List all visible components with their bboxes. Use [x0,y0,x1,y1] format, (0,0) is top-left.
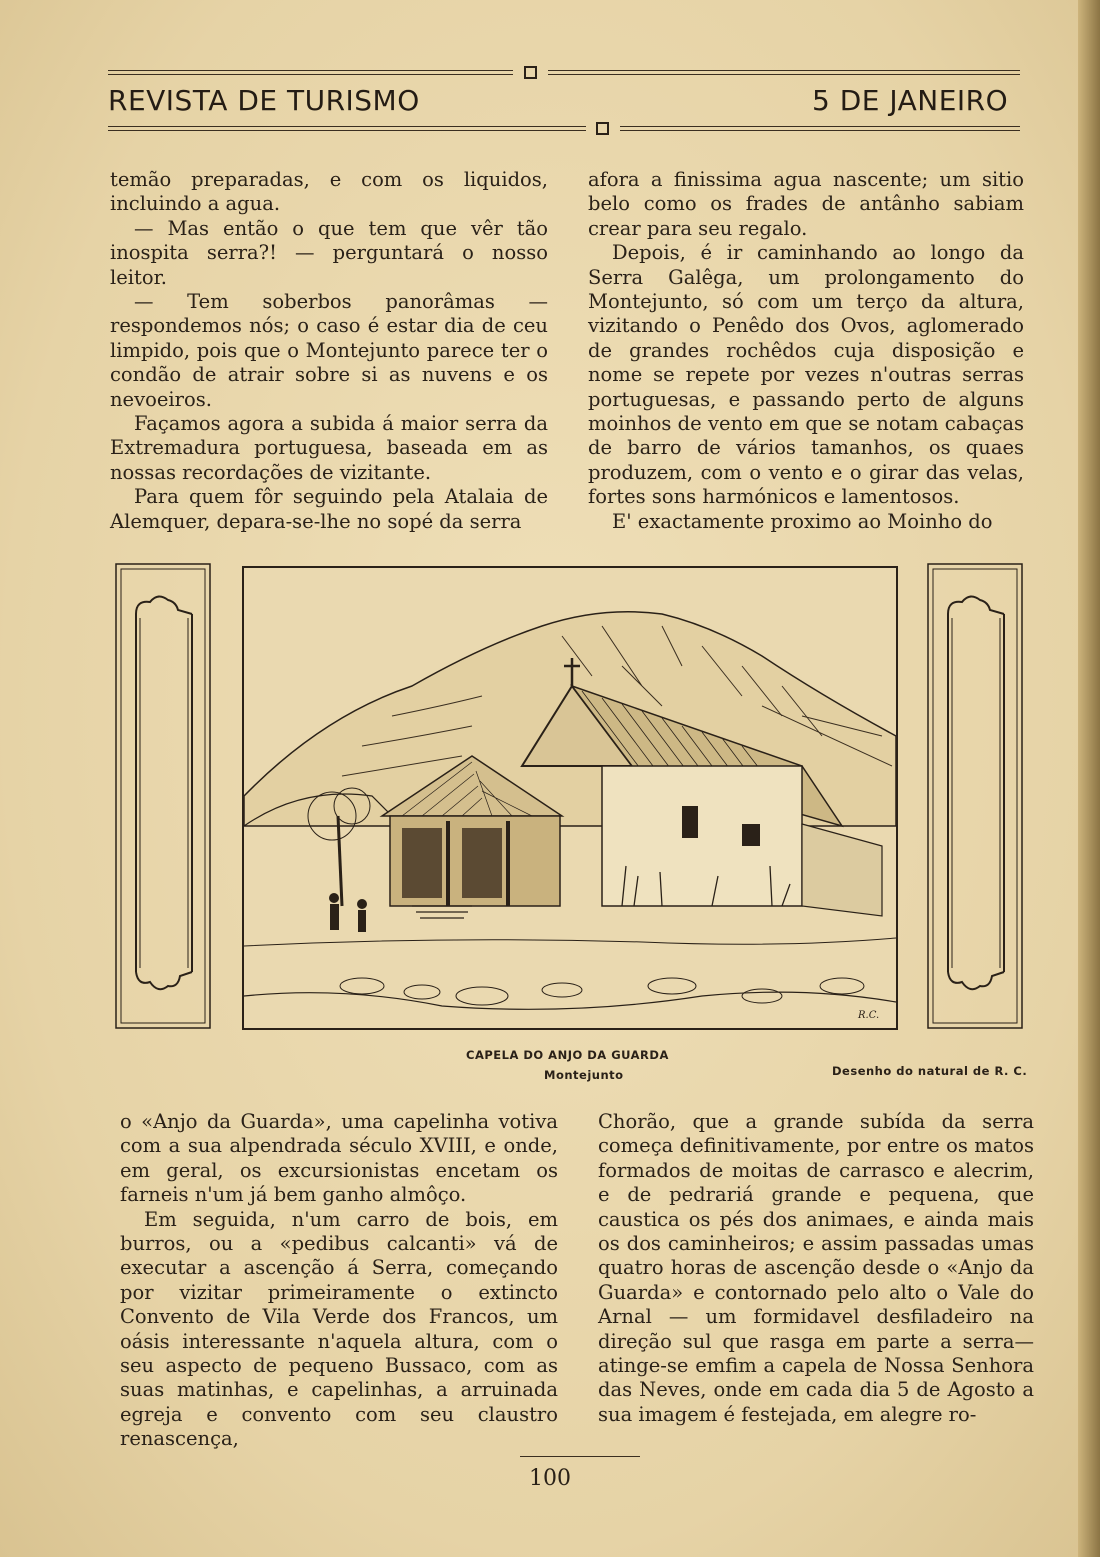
paragraph: afora a finissima agua nascente; um sitio belo como os frades de antânho sabiam crear para seu regalo. [588,168,1024,240]
paragraph: E' exactamente proximo ao Moinho do [612,509,993,533]
header-title: REVISTA DE TURISMO [108,84,420,117]
figure-credit: Desenho do natural de R. C. [832,1064,1028,1078]
header-ornament-top [524,66,537,79]
binding-edge [1078,0,1100,1557]
paragraph: Em seguida, n'um carro de bois, em burros, ou a «pedibus calcanti» vá de executar a ascenção á Serra, começando por vizitar primeiramente o extincto Convento de Vila Verde dos Francos, um oásis interessante n'aquela altura, com o seu aspecto de pequeno Bussaco, com as suas matinhas, e capelinhas, a arruinada egreja e convento com seu claustro renascença, [120,1207,558,1451]
paragraph: temão preparadas, e com os liquidos, incluindo a agua. [110,168,548,216]
header-date: 5 DE JANEIRO [812,84,1009,117]
figure-caption-title: CAPELA DO ANJO DA GUARDA [466,1048,669,1062]
header-rule-bottom-right-2 [620,130,1020,131]
header-rule-bottom-left-2 [108,130,586,131]
illustration-signature: R.C. [858,1010,880,1021]
paragraph: o «Anjo da Guarda», uma capelinha votiva com a sua alpendrada século XVIII, e onde, em geral, os excursionistas encetam os farneis n'um já bem ganho almôço. [120,1110,558,1207]
bottom-left-column [120,1110,558,1452]
header-rule-top-left [108,70,513,71]
header-rule-bottom-left [108,126,586,127]
page-number: 100 [529,1466,571,1491]
paragraph: Chorão, que a grande subída da serra começa definitivamente, por entre os matos formados de moitas de carrasco e alecrim, e de pedrariá grande e pequena, que caustica os pés dos animaes, e ainda mais os dos caminheiros; e assim passadas umas quatro horas de ascenção desde o «Anjo da Guarda» e contornado pelo alto o Vale do Arnal — um formidavel desfiladeiro na direção sul que rasga em parte a serra— atinge-se emfim a capela de Nossa Senhora das Neves, onde em cada dia 5 de Agosto a sua imagem é festejada, em alegre ro- [598,1110,1034,1426]
paragraph: Depois, é ir caminhando ao longo da Serra Galêga, um prolongamento do Montejunto, só com um terço da altura, vizitando o Penêdo dos Ovos, aglomerado de grandes rochêdos cuja disposição e nome se repete por vezes n'outras serras portuguesas, e passando perto de alguns moinhos de vento em que se notam cabaças de barro de vários tamanhos, os quaes produzem, com o vento e o girar das velas, fortes sons harmónicos e lamentosos. [588,241,1024,509]
bottom-right-column [598,1110,1034,1427]
paragraph: Para quem fôr seguindo pela Atalaia de Alemquer, depara-se-lhe no sopé da serra [110,485,548,533]
figure-caption-place: Montejunto [544,1068,624,1082]
paragraph: — Mas então o que tem que vêr tão inospita serra?! — perguntará o nosso leitor. [110,216,548,289]
header-ornament-bottom [596,122,609,135]
header-rule-bottom-right [620,126,1020,127]
top-right-column [588,168,1024,534]
paragraph: Façamos agora a subida á maior serra da Extremadura portuguesa, baseada em as nossas recordações de vizitante. [110,412,548,484]
right-ornament-panel [926,562,1026,1032]
top-left-column [110,168,548,534]
header-rule-top-right-2 [548,74,1020,75]
footer-rule [520,1456,640,1457]
header-rule-top-left-2 [108,74,513,75]
chapel-illustration [242,566,898,1030]
left-ornament-panel [114,562,214,1032]
header-rule-top-right [548,70,1020,71]
paragraph: — Tem soberbos panorâmas — respondemos nós; o caso é estar dia de ceu limpido, pois que o Montejunto parece ter o condão de atrair sobre si as nuvens e os nevoeiros. [110,290,548,411]
